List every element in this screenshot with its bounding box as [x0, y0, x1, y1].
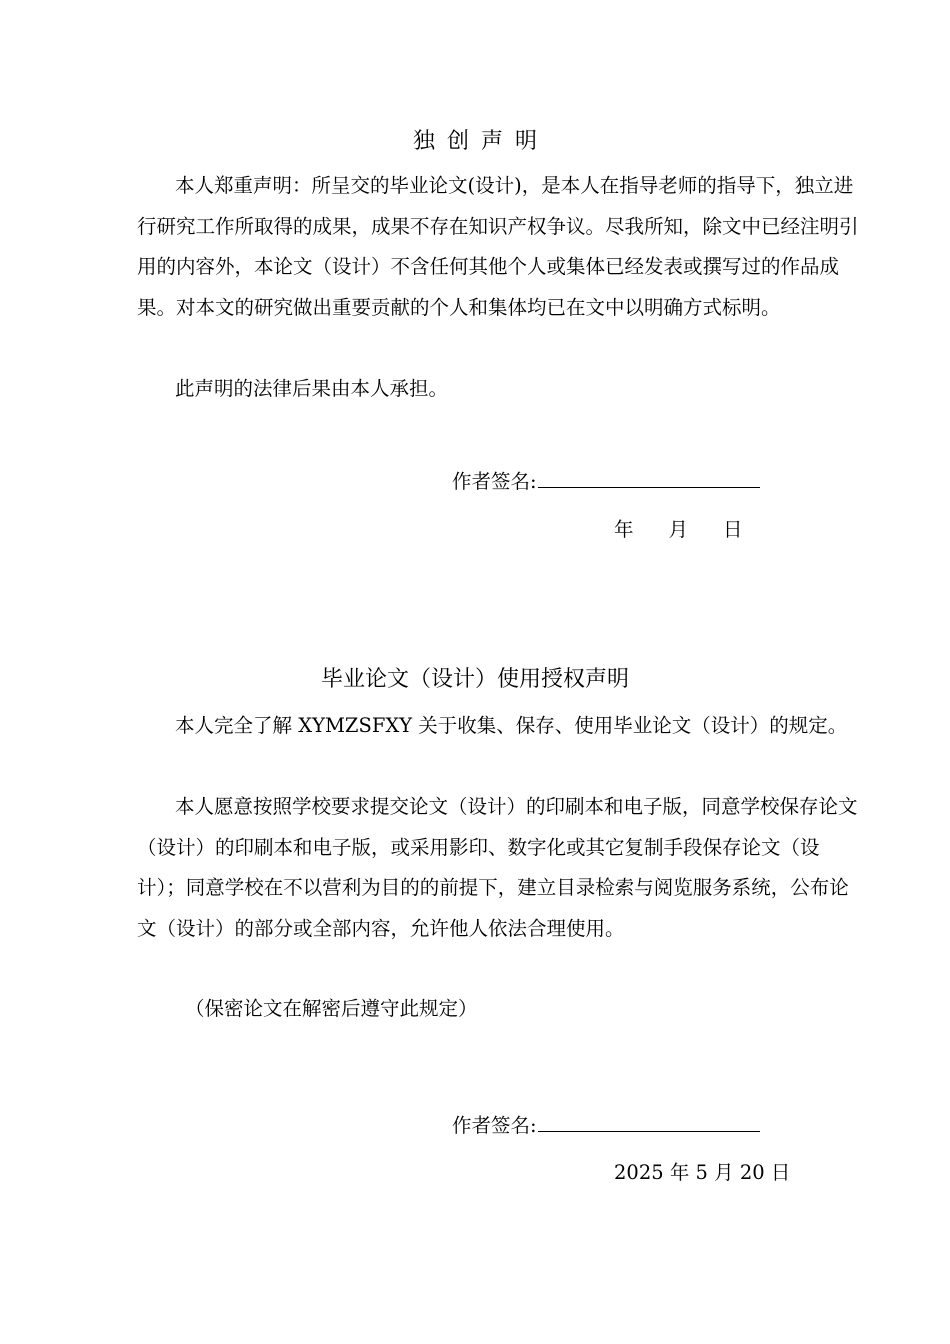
originality-signature: [452, 466, 760, 496]
originality-title: 独创声明: [412, 129, 549, 154]
date-year-label: 年: [614, 518, 634, 541]
originality-paragraph: 此声明的法律后果由本人承担。: [175, 377, 449, 400]
authorization-title: 毕业论文（设计）使用授权声明: [320, 667, 629, 692]
originality-date: [614, 516, 743, 544]
authorization-date: 2025 年 5 月 20 日: [614, 1161, 791, 1184]
signature-label: 作者签名:: [452, 470, 537, 493]
date-month-label: 月: [668, 518, 689, 541]
confidential-note: （保密论文在解密后遵守此规定）: [185, 997, 478, 1020]
signature-line[interactable]: [538, 1110, 760, 1132]
authorization-paragraph: 本人愿意按照学校要求提交论文（设计）的印刷本和电子版，同意学校保存论文（设计）的印刷本和电子版，或采用影印、数字化或其它复制手段保存论文（设计）；同意学校在不以营利为目的的前提下，建立目录检索与阅览服务系统，公布论文（设计）的部分或全部内容，允许他人依法合理使用。: [137, 795, 858, 940]
authorization-paragraph: 本人完全了解 XYMZSFXY 关于收集、保存、使用毕业论文（设计）的规定。: [175, 714, 848, 737]
signature-label: 作者签名:: [452, 1114, 537, 1137]
signature-line[interactable]: [538, 466, 760, 488]
date-day-label: 日: [723, 518, 743, 541]
originality-paragraph: 本人郑重声明：所呈交的毕业论文(设计)，是本人在指导老师的指导下，独立进行研究工作所取得的成果，成果不存在知识产权争议。尽我所知，除文中已经注明引用的内容外，本论文（设计）不含任何其他个人或集体已经发表或撰写过的作品成果。对本文的研究做出重要贡献的个人和集体均已在文中以明确方式标明。: [137, 174, 859, 319]
authorization-signature: [452, 1110, 760, 1140]
